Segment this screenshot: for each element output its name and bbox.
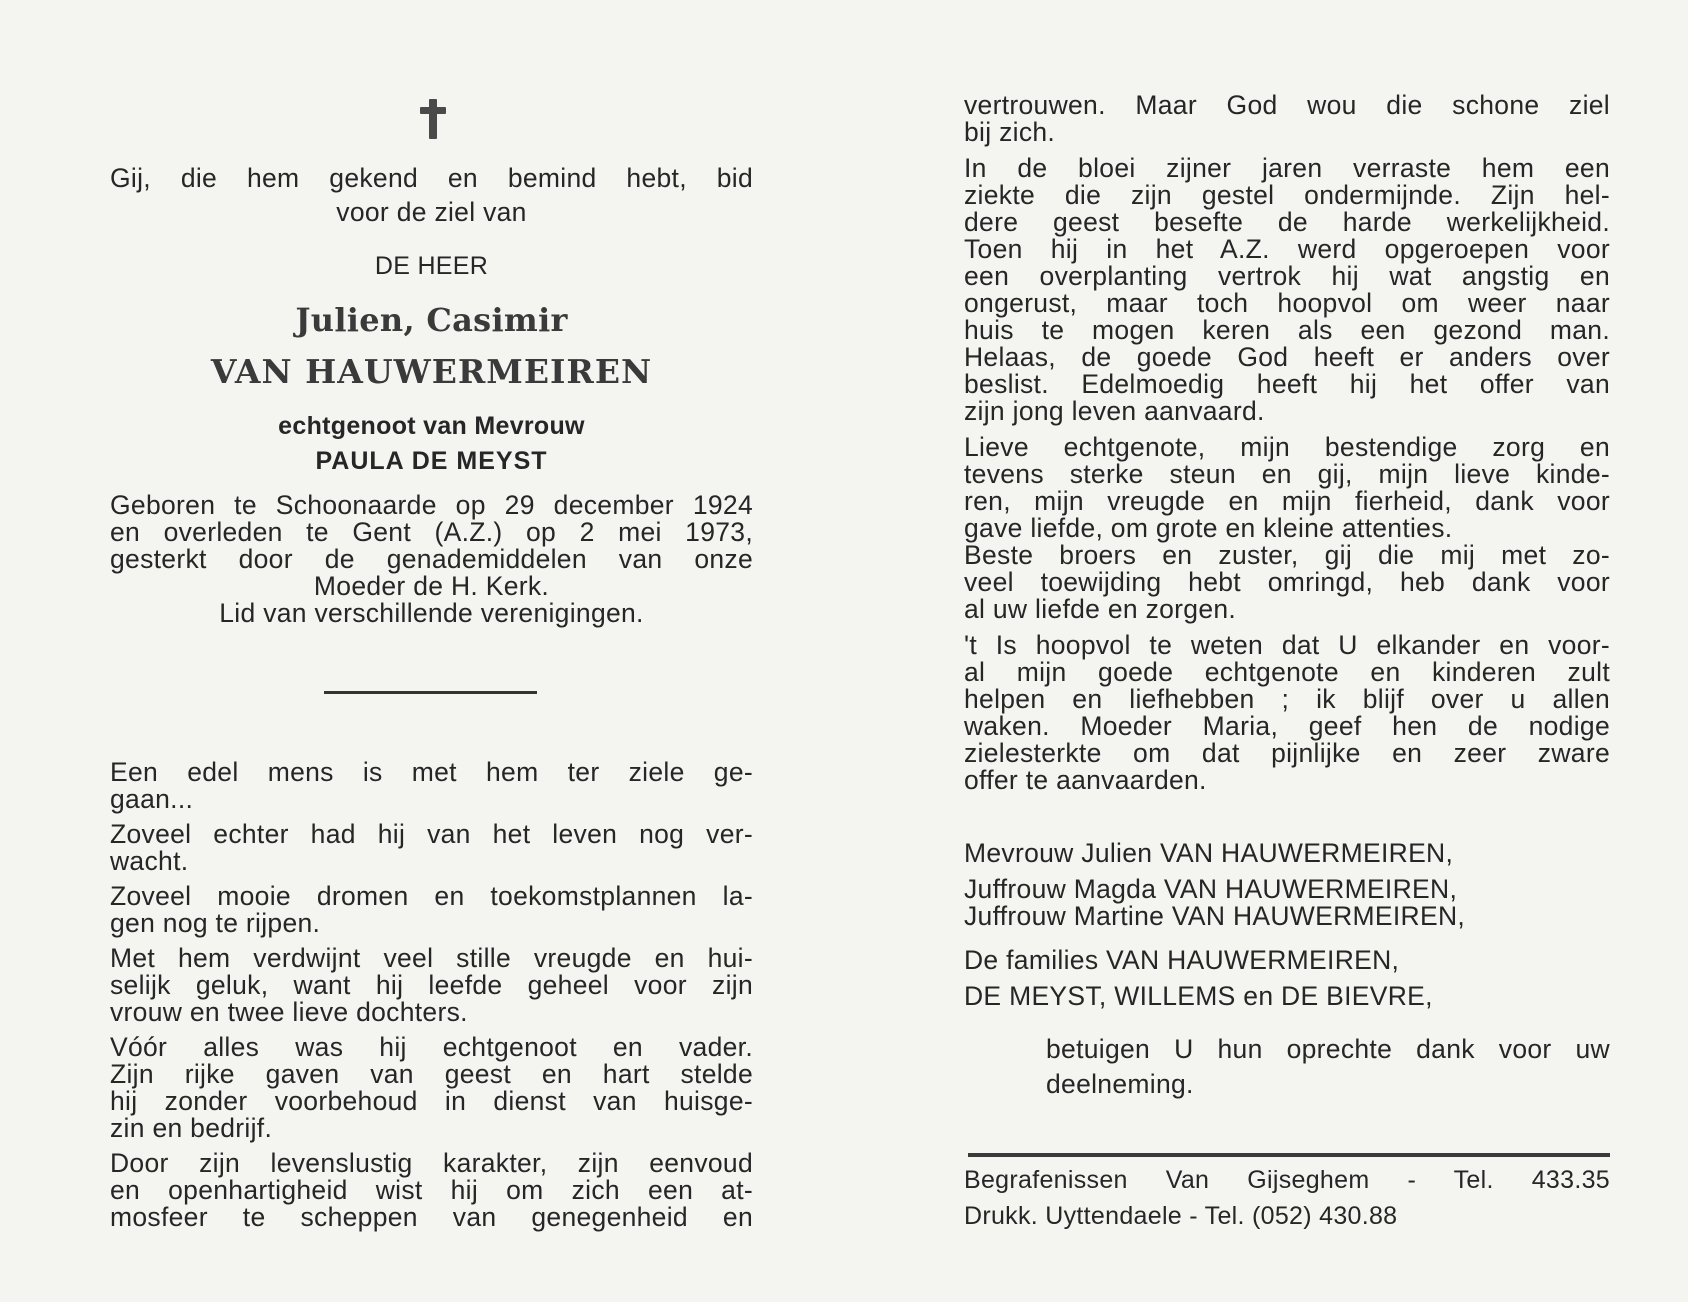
text-line: Zijn rijke gaven van geest en hart stelde: [110, 1059, 753, 1089]
bio-line: Moeder de H. Kerk.: [313, 571, 550, 601]
text-line: en openhartigheid wist hij om zich een at-: [110, 1175, 753, 1205]
text-line: zin en bedrijf.: [110, 1113, 273, 1143]
text-line: een overplanting vertrok hij wat angstig en: [964, 261, 1610, 291]
text-line: Een edel mens is met hem ter ziele ge-: [110, 757, 753, 787]
text-line: gen nog te rijpen.: [110, 908, 321, 938]
text-line: 't Is hoopvol te weten dat U elkander en voor-: [964, 630, 1610, 660]
text-line: zielesterkte om dat pijnlijke en zeer zware: [964, 738, 1610, 768]
text-line: Door zijn levenslustig karakter, zijn eenvoud: [110, 1148, 753, 1178]
text-line: vertrouwen. Maar God wou die schone ziel: [964, 90, 1610, 120]
text-line: helpen en liefhebben ; ik blijf over u allen: [964, 684, 1610, 714]
spouse-label: echtgenoot van Mevrouw: [278, 412, 585, 440]
text-line: Vóór alles was hij echtgenoot en vader.: [110, 1032, 753, 1062]
family-line: Mevrouw Julien VAN HAUWERMEIREN,: [964, 838, 1454, 868]
text-line: veel toewijding hebt omringd, heb dank voor: [964, 567, 1610, 597]
text-line: al mijn goede echtgenote en kinderen zult: [964, 657, 1610, 687]
text-line: ren, mijn vreugde en mijn fierheid, dank voor: [964, 486, 1610, 516]
bio-line: Geboren te Schoonaarde op 29 december 1924: [110, 490, 753, 520]
bio-line: en overleden te Gent (A.Z.) op 2 mei 1973,: [110, 517, 753, 547]
spouse-name: PAULA DE MEYST: [315, 447, 548, 475]
text-line: beslist. Edelmoedig heeft hij het offer van: [964, 369, 1610, 399]
thanks-line: betuigen U hun oprechte dank voor uw: [1046, 1034, 1610, 1064]
title: DE HEER: [374, 252, 489, 280]
family-line: Juffrouw Martine VAN HAUWERMEIREN,: [964, 901, 1466, 931]
family-line: Juffrouw Magda VAN HAUWERMEIREN,: [964, 874, 1458, 904]
text-line: hij zonder voorbehoud in dienst van huisge-: [110, 1086, 753, 1116]
text-line: vrouw en twee lieve dochters.: [110, 997, 468, 1027]
text-line: Toen hij in het A.Z. werd opgeroepen voor: [964, 234, 1610, 264]
text-line: ziekte die zijn gestel ondermijnde. Zijn hel-: [964, 180, 1610, 210]
text-line: wacht.: [110, 846, 189, 876]
first-names: Julien, Casimir: [295, 301, 568, 339]
text-line: Zoveel mooie dromen en toekomstplannen la-: [110, 881, 753, 911]
divider: [324, 691, 537, 694]
text-line: Zoveel echter had hij van het leven nog ver-: [110, 819, 753, 849]
text-line: waken. Moeder Maria, geef hen de nodige: [964, 711, 1610, 741]
footer-line: Begrafenissen Van Gijseghem - Tel. 433.35: [964, 1166, 1610, 1194]
family-line: De families VAN HAUWERMEIREN,: [964, 945, 1400, 975]
text-line: Lieve echtgenote, mijn bestendige zorg en: [964, 432, 1610, 462]
text-line: Helaas, de goede God heeft er anders over: [964, 342, 1610, 372]
text-line: zijn jong leven aanvaard.: [964, 396, 1265, 426]
footer-divider: [968, 1153, 1610, 1157]
cross-icon: [420, 99, 446, 139]
text-line: mosfeer te scheppen van genegenheid en: [110, 1202, 753, 1232]
text-line: selijk geluk, want hij leefde geheel voor zijn: [110, 970, 753, 1000]
text-line: tevens sterke steun en gij, mijn lieve kinde-: [964, 459, 1610, 489]
footer-line: Drukk. Uyttendaele - Tel. (052) 430.88: [964, 1202, 1398, 1230]
text-line: gaan...: [110, 784, 194, 814]
intro-line: voor de ziel van: [336, 197, 527, 227]
text-line: al uw liefde en zorgen.: [964, 594, 1237, 624]
text-line: bij zich.: [964, 117, 1056, 147]
bio-line: gesterkt door de genademiddelen van onze: [110, 544, 753, 574]
text-line: Beste broers en zuster, gij die mij met zo-: [964, 540, 1610, 570]
text-line: huis te mogen keren als een gezond man.: [964, 315, 1610, 345]
text-line: offer te aanvaarden.: [964, 765, 1207, 795]
text-line: Met hem verdwijnt veel stille vreugde en hui-: [110, 943, 753, 973]
text-line: ongerust, maar toch hoopvol om weer naar: [964, 288, 1610, 318]
text-line: dere geest besefte de harde werkelijkheid.: [964, 207, 1610, 237]
thanks-line: deelneming.: [1046, 1069, 1194, 1099]
surname: VAN HAUWERMEIREN: [210, 352, 653, 391]
intro-line: Gij, die hem gekend en bemind hebt, bid: [110, 163, 753, 193]
bio-line: Lid van verschillende verenigingen.: [219, 598, 644, 628]
text-line: In de bloei zijner jaren verraste hem een: [964, 153, 1610, 183]
family-line: DE MEYST, WILLEMS en DE BIEVRE,: [964, 981, 1433, 1011]
text-line: gave liefde, om grote en kleine attenties.: [964, 513, 1453, 543]
